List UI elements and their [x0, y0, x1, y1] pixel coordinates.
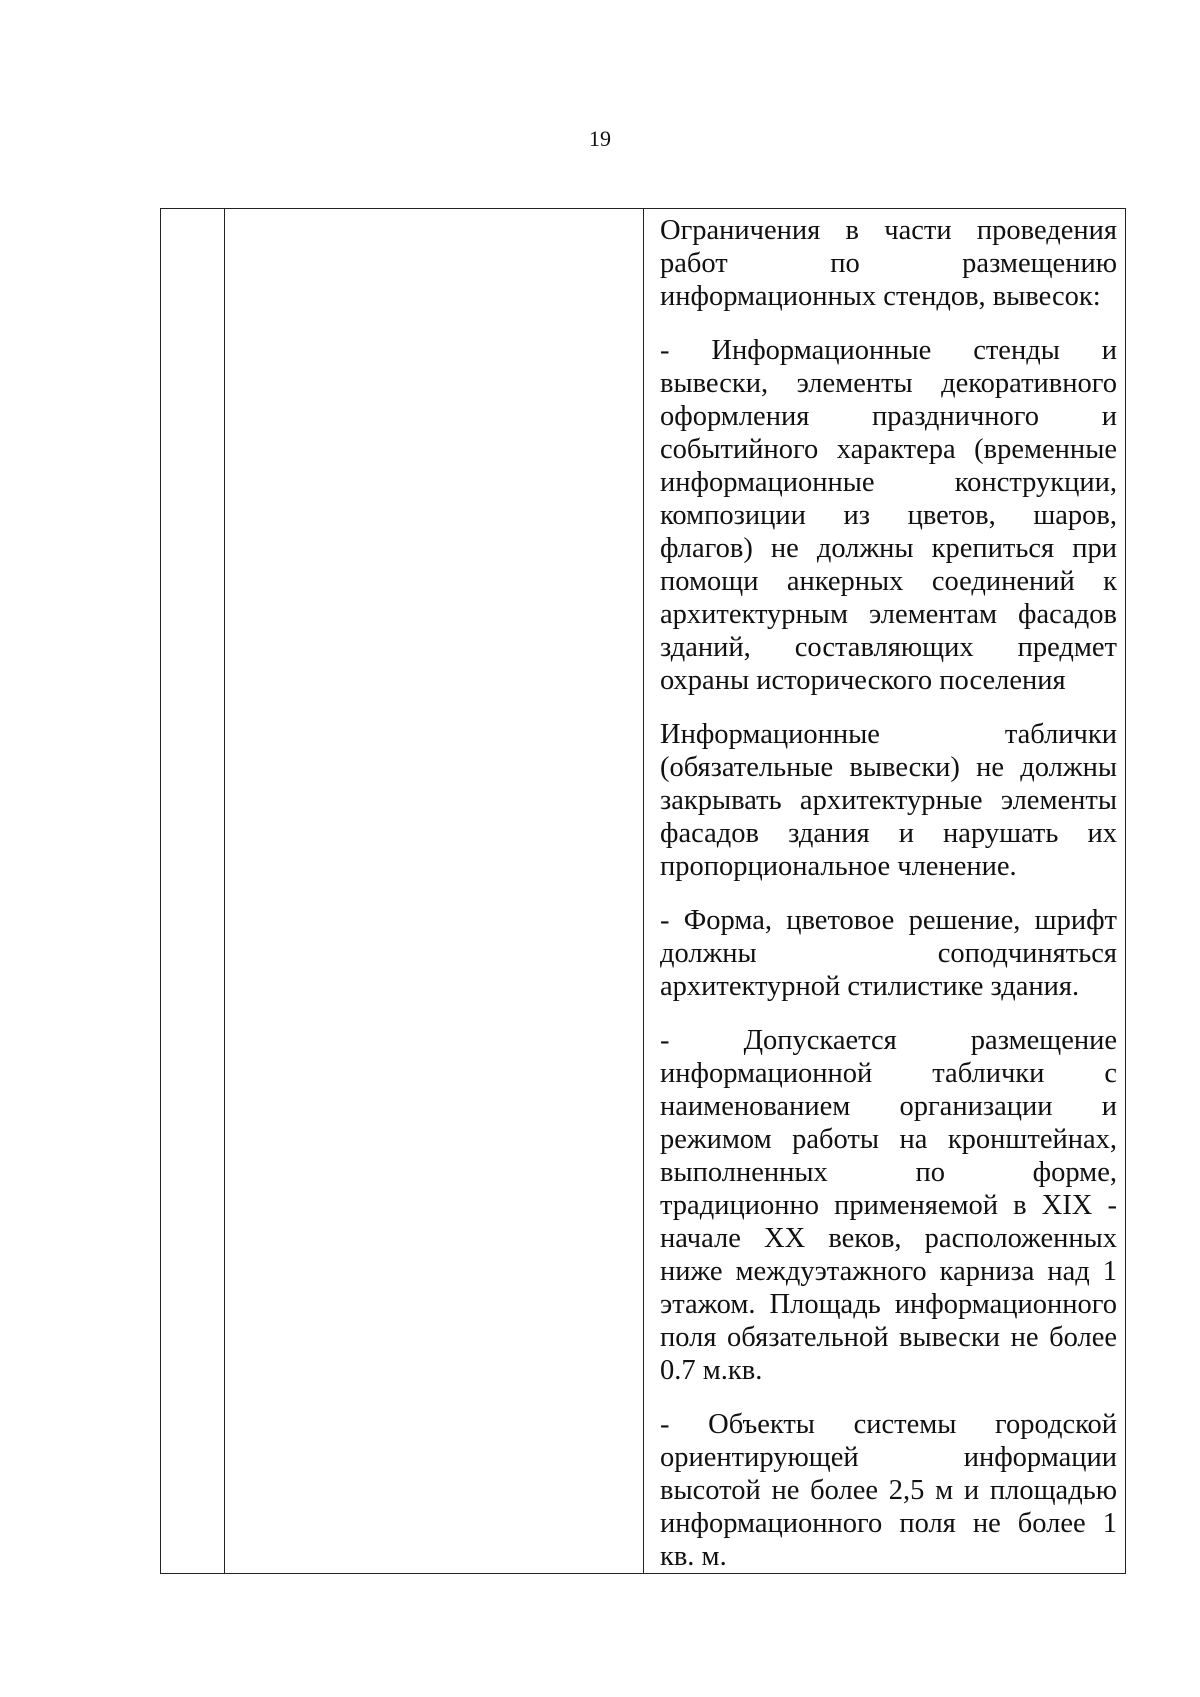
empty-cell-number — [161, 209, 225, 1574]
paragraph-orientation-objects: - Объекты системы городской ориентирующей информации высотой не более 2,5 м и площадью информационного поля не более 1 кв. м. — [660, 1409, 1117, 1572]
empty-cell-object — [225, 209, 644, 1574]
restrictions-text — [644, 209, 1125, 1573]
paragraph-stands-signs: - Информационные стенды и вывески, элементы декоративного оформления праздничного и событийного характера (временные информационные конструкции, композиции из цветов, шаров, флагов) не должны крепиться при помощи анкерных соединений к архитектурным элементам фасадов зданий, составляющих предмет охраны исторического поселения — [660, 335, 1117, 696]
paragraph-info-plates: Информационные таблички (обязательные вывески) не должны закрывать архитектурные элементы фасадов здания и нарушать их пропорциональное членение. — [660, 719, 1117, 882]
paragraph-form-color-font: - Форма, цветовое решение, шрифт должны соподчиняться архитектурной стилистике здания. — [660, 905, 1117, 1002]
requirements-table — [160, 208, 1126, 1574]
table-row — [161, 209, 1126, 1574]
paragraph-brackets: - Допускается размещение информационной таблички с наименованием организации и режимом работы на кронштейнах, выполненных по форме, традиционно применяемой в XIX - начале XX веков, расположенных ниже междуэтажного карниза над 1 этажом. Площадь информационного поля обязательной вывески не более 0.7 м.кв. — [660, 1025, 1117, 1386]
restrictions-cell — [644, 209, 1126, 1574]
page-number: 19 — [589, 126, 611, 151]
paragraph-restrictions-intro: Ограничения в части проведения работ по размещению информационных стендов, вывесок: — [660, 215, 1117, 312]
